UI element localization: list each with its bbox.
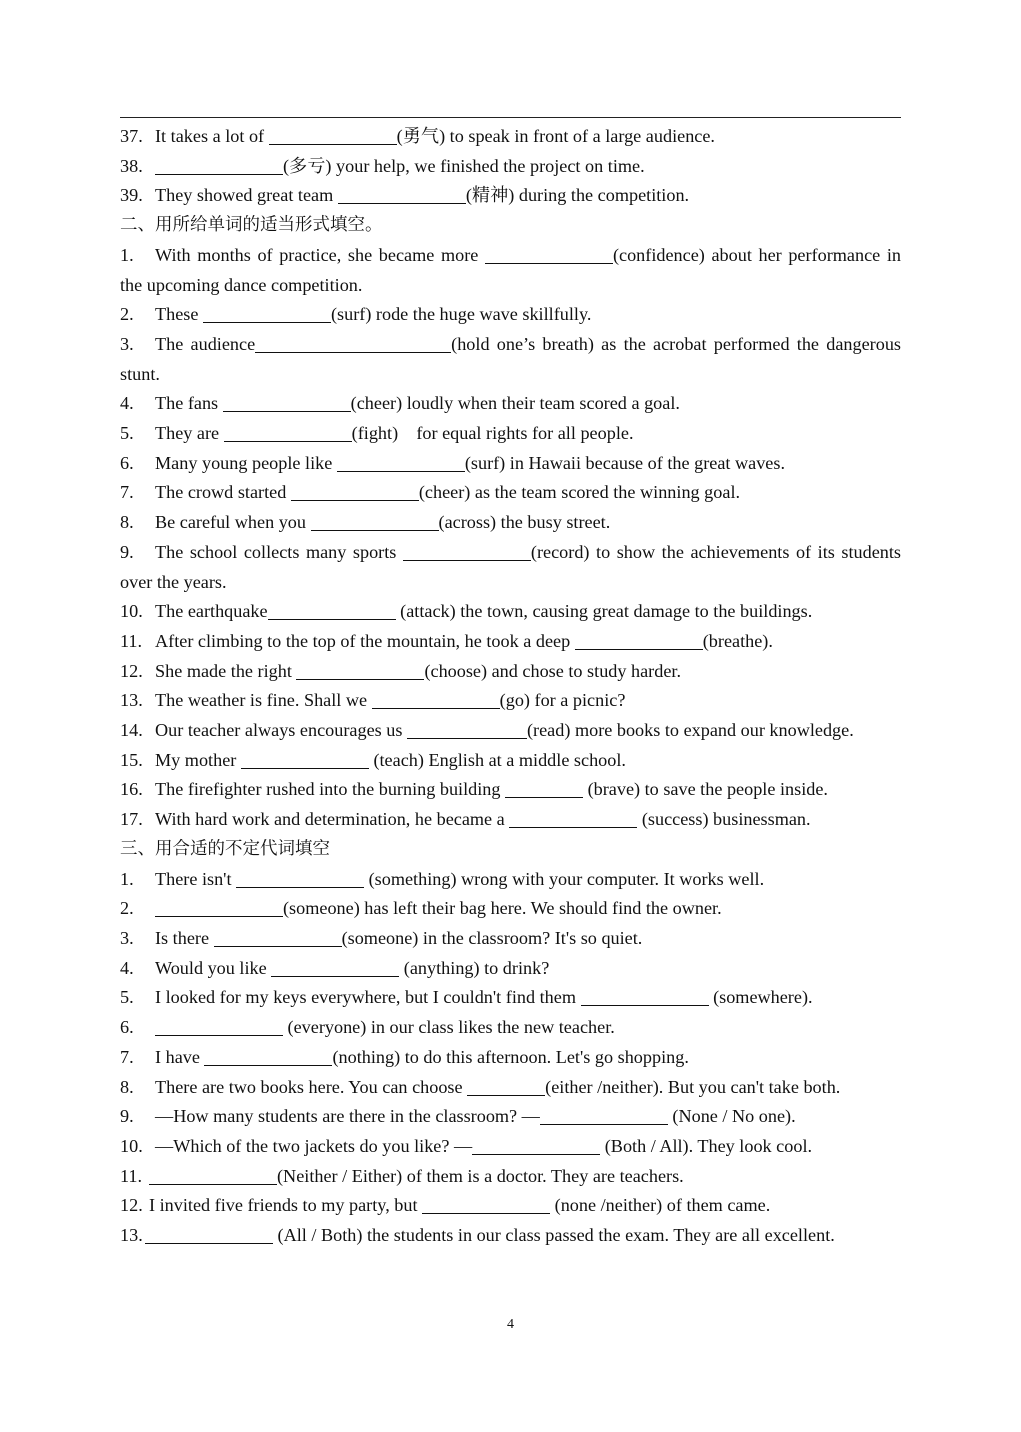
answer-blank[interactable] [472, 1136, 600, 1155]
section-heading-3: 三、用合适的不定代词填空 [120, 838, 330, 859]
answer-blank[interactable] [291, 482, 419, 501]
question-2-17: 17. With hard work and determination, he became a (success) businessman. [120, 809, 811, 830]
question-2-2: 2. These (surf) rode the huge wave skillfully. [120, 304, 592, 325]
header-rule [120, 117, 901, 118]
question-2-16: 16. The firefighter rushed into the burning building (brave) to save the people inside. [120, 779, 828, 800]
question-2-3: 3. The audience (hold one’s breath) as the acrobat performed the dangerous stunt. [120, 333, 902, 384]
question-3-9: 9. —How many students are there in the classroom? — (None / No one). [120, 1106, 796, 1127]
question-2-4: 4. The fans (cheer) loudly when their team scored a goal. [120, 393, 680, 414]
answer-blank[interactable] [575, 631, 703, 650]
question-2-14: 14. Our teacher always encourages us (read) more books to expand our knowledge. [120, 720, 854, 741]
answer-blank[interactable] [485, 245, 613, 264]
question-3-10: 10. —Which of the two jackets do you like? — (Both / All). They look cool. [120, 1135, 813, 1156]
question-2-8: 8. Be careful when you (across) the busy street. [120, 512, 611, 533]
answer-blank[interactable] [338, 185, 466, 204]
question-3-5: 5. I looked for my keys everywhere, but I couldn't find them (somewhere). [120, 987, 813, 1008]
answer-blank[interactable] [268, 601, 396, 620]
answer-blank[interactable] [372, 690, 500, 709]
question-2-15: 15. My mother (teach) English at a middle school. [120, 749, 626, 770]
question-2-13: 13. The weather is fine. Shall we (go) for a picnic? [120, 690, 626, 711]
answer-blank[interactable] [403, 542, 531, 561]
answer-blank[interactable] [296, 661, 424, 680]
question-3-2: 2. (someone) has left their bag here. We should find the owner. [120, 898, 722, 919]
page-number: 4 [507, 1317, 514, 1332]
answer-blank[interactable] [241, 750, 369, 769]
question-2-5: 5. They are (fight) for equal rights for all people. [120, 423, 634, 444]
question-3-8: 8. There are two books here. You can choose (either /neither). But you can't take both. [120, 1076, 841, 1097]
question-38: 38. (多亏) your help, we finished the project on time. [120, 155, 645, 176]
answer-blank[interactable] [337, 453, 465, 472]
answer-blank[interactable] [203, 304, 331, 323]
answer-blank[interactable] [505, 779, 583, 798]
answer-blank[interactable] [271, 958, 399, 977]
question-2-10: 10. The earthquake (attack) the town, causing great damage to the buildings. [120, 601, 813, 622]
answer-blank[interactable] [467, 1077, 545, 1096]
worksheet-content [120, 122, 901, 1251]
question-3-12: 12. I invited five friends to my party, but (none /neither) of them came. [120, 1195, 771, 1216]
question-3-7: 7. I have (nothing) to do this afternoon. Let's go shopping. [120, 1046, 689, 1067]
answer-blank[interactable] [149, 1166, 277, 1185]
answer-blank[interactable] [204, 1047, 332, 1066]
question-2-9: 9. The school collects many sports (record) to show the achievements of its students over the years. [120, 541, 902, 592]
question-3-4: 4. Would you like (anything) to drink? [120, 957, 550, 978]
answer-blank[interactable] [223, 393, 351, 412]
answer-blank[interactable] [311, 512, 439, 531]
answer-blank[interactable] [509, 809, 637, 828]
question-3-11: 11. (Neither / Either) of them is a doctor. They are teachers. [120, 1165, 684, 1186]
answer-blank[interactable] [224, 423, 352, 442]
answer-blank[interactable] [269, 126, 397, 145]
question-2-11: 11. After climbing to the top of the mountain, he took a deep (breathe). [120, 630, 773, 651]
answer-blank[interactable] [407, 720, 527, 739]
question-2-12: 12. She made the right (choose) and chose to study harder. [120, 660, 682, 681]
answer-blank[interactable] [145, 1225, 273, 1244]
question-3-1: 1. There isn't (something) wrong with your computer. It works well. [120, 868, 765, 889]
answer-blank[interactable] [155, 156, 283, 175]
answer-blank[interactable] [581, 987, 709, 1006]
question-37: 37. It takes a lot of (勇气) to speak in front of a large audience. [120, 126, 715, 146]
question-3-13: 13. (All / Both) the students in our class passed the exam. They are all excellent. [120, 1225, 835, 1246]
answer-blank[interactable] [422, 1195, 550, 1214]
answer-blank[interactable] [255, 334, 451, 353]
question-2-1: 1. With months of practice, she became more (confidence) about her performance in the upcoming dance competition. [120, 244, 901, 295]
question-3-6: 6. (everyone) in our class likes the new teacher. [120, 1017, 615, 1038]
answer-blank[interactable] [155, 1017, 283, 1036]
section-heading-2: 二、用所给单词的适当形式填空。 [120, 215, 383, 236]
answer-blank[interactable] [236, 869, 364, 888]
question-2-7: 7. The crowd started (cheer) as the team scored the winning goal. [120, 482, 741, 503]
question-3-3: 3. Is there (someone) in the classroom? It's so quiet. [120, 927, 643, 948]
answer-blank[interactable] [155, 898, 283, 917]
question-2-6: 6. Many young people like (surf) in Hawaii because of the great waves. [120, 452, 786, 473]
answer-blank[interactable] [214, 928, 342, 947]
question-39: 39. They showed great team (精神) during the competition. [120, 185, 690, 206]
answer-blank[interactable] [540, 1106, 668, 1125]
